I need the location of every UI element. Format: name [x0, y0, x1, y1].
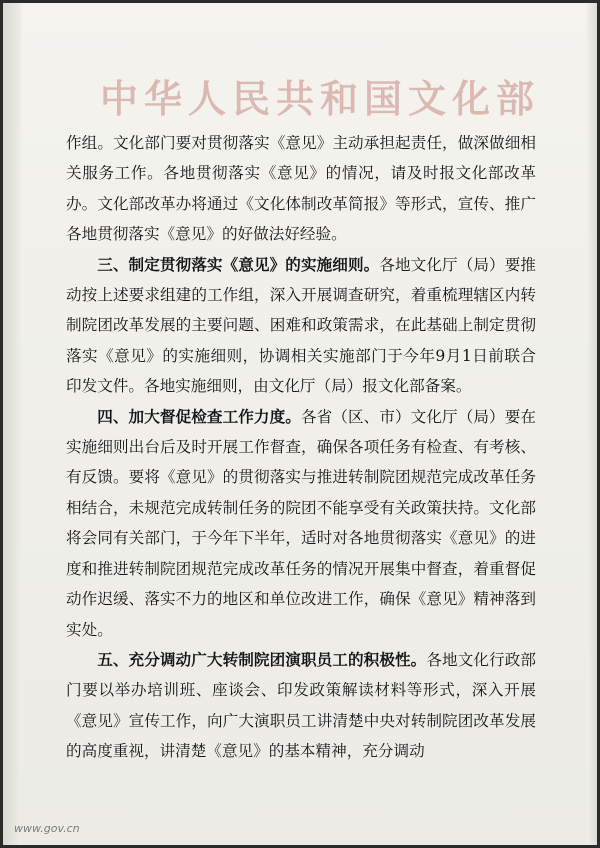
letterhead-bleedthrough: 中华人民共和国文化部	[100, 76, 541, 121]
paragraph-section-4	[66, 402, 536, 645]
paragraph-text: 各省（区、市）文化厅（局）要在实施细则出台后及时开展工作督查，确保各项任务有检查、有考核、有反馈。要将《意见》的贯彻落实与推进转制院团规范完成改革任务相结合，未规范完成转制任务的院团不能享受有关政策扶持。文化部将会同有关部门，于今年下半年，适时对各地贯彻落实《意见》的进度和推进转制院团规范完成改革任务的情况开展集中督查，着重督促动作迟缓、落实不力的地区和单位改进工作，确保《意见》精神落到实处。	[66, 407, 536, 639]
section-heading: 五、充分调动广大转制院团演职员工的积极性。	[97, 649, 427, 669]
section-heading: 三、制定贯彻落实《意见》的实施细则。	[97, 254, 380, 274]
scan-right-shadow	[587, 3, 597, 845]
paragraph-continuation	[66, 128, 536, 250]
section-heading: 四、加大督促检查工作力度。	[97, 406, 301, 426]
scan-left-shadow	[3, 3, 21, 845]
paragraph-text: 作组。文化部门要对贯彻落实《意见》主动承担起责任，做深做细相关服务工作。各地贯彻落实《意见》的情况，请及时报文化部改革办。文化部改革办将通过《文化体制改革简报》等形式，宣传、推广各地贯彻落实《意见》的好做法好经验。	[66, 134, 536, 244]
paragraph-text: 各地文化行政部门要以举办培训班、座谈会、印发政策解读材料等形式，深入开展《意见》宣传工作，向广大演职员工讲清楚中央对转制院团改革发展的高度重视，讲清楚《意见》的基本精神，充分调动	[66, 650, 536, 761]
paragraph-section-3	[66, 250, 536, 402]
document-body	[66, 128, 536, 767]
paragraph-text: 各地文化厅（局）要推动按上述要求组建的工作组，深入开展调查研究，着重梳理辖区内转制院团改革发展的主要问题、困难和政策需求，在此基础上制定贯彻落实《意见》的实施细则，协调相关实施部门于今年9月1日前联合印发文件。各地实施细则，由文化厅（局）报文化部备案。	[66, 255, 536, 396]
source-watermark: www.gov.cn	[14, 822, 80, 835]
paragraph-section-5	[66, 645, 536, 767]
